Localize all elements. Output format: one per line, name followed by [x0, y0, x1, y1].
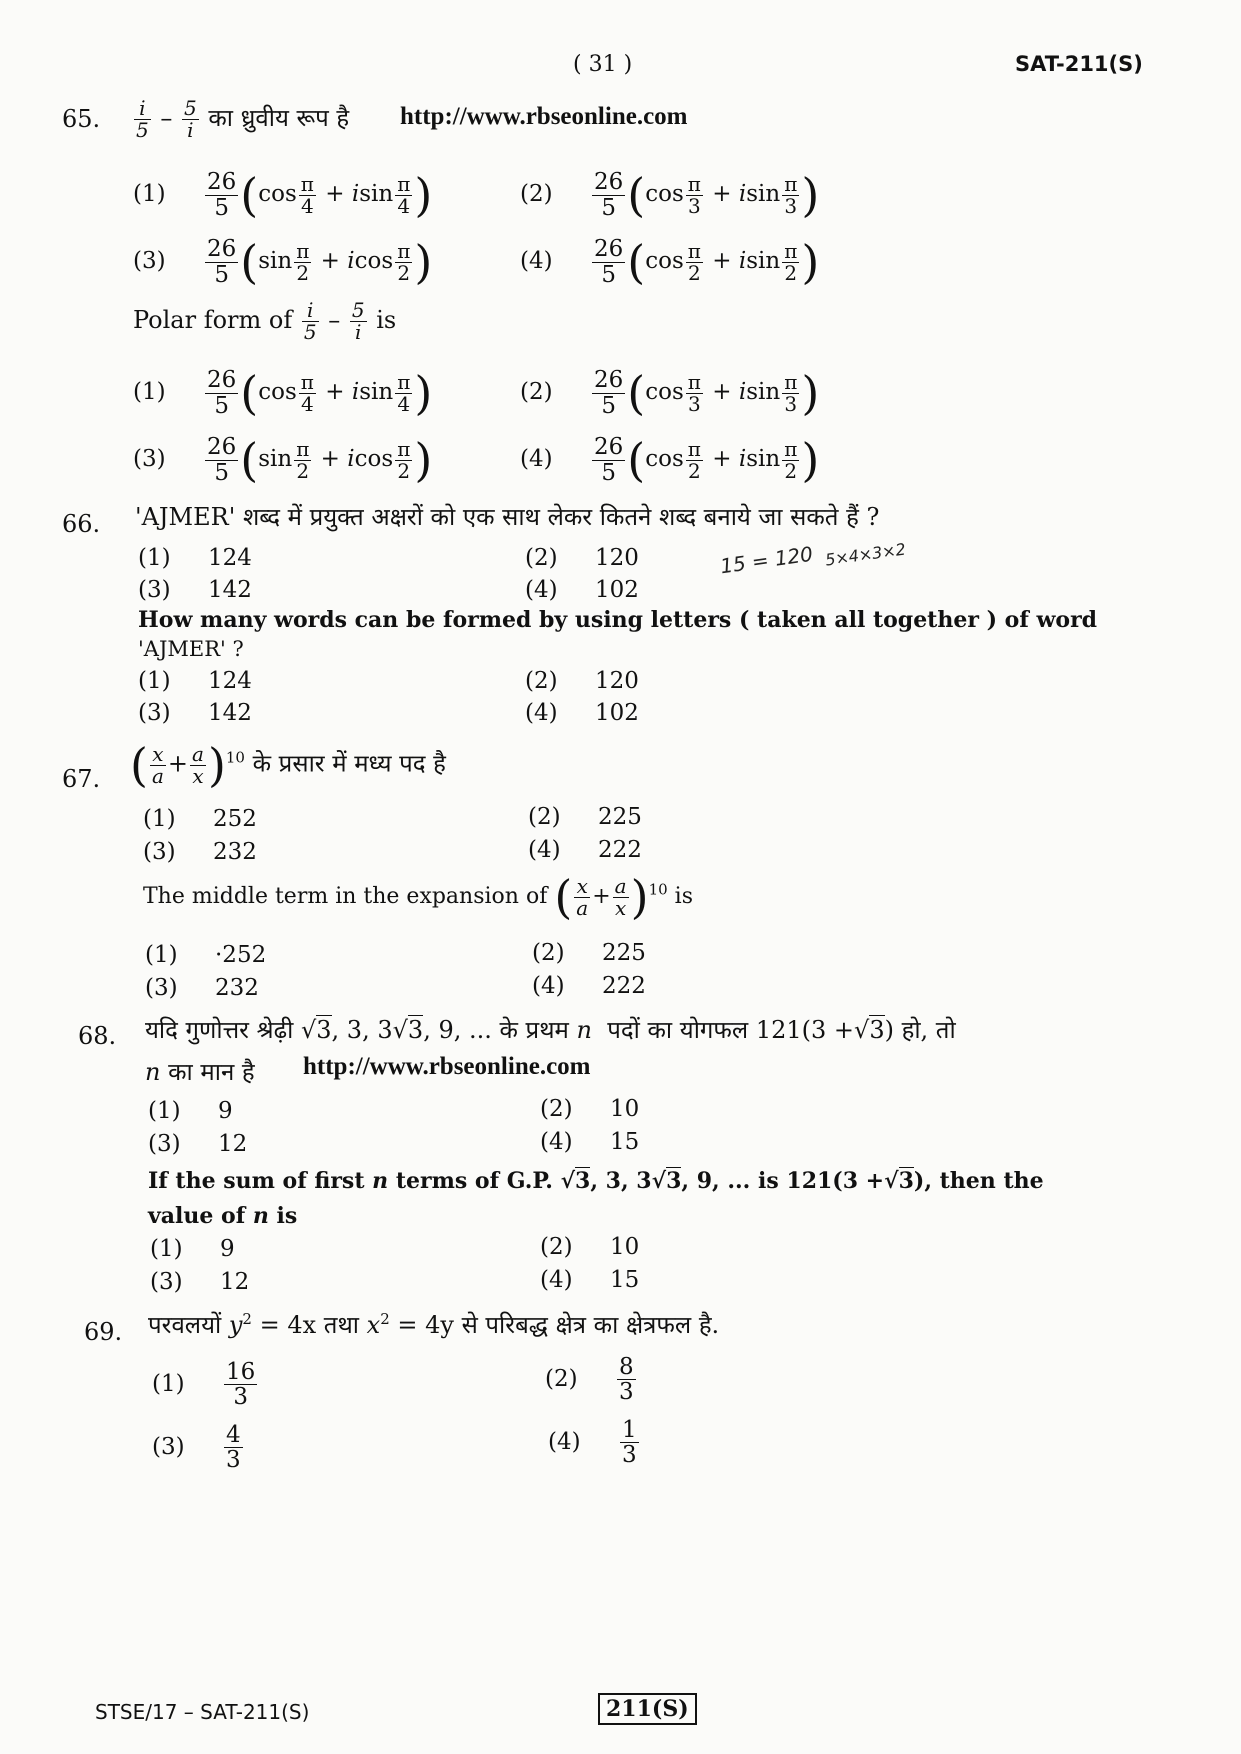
q65-en-opt2: (2) $\frac{26}{5}$ (cos $\frac{\pi}{3}$ + isin $\frac{\pi}{3}$ ) [520, 366, 820, 420]
q65-hi-opt1: (1) $\frac{26}{5}$ (cos $\frac{\pi}{4}$ + isin $\frac{\pi}{4}$ ) [133, 168, 433, 222]
q67-opt3: (3) 232 [143, 839, 257, 865]
q65-english-stem: Polar form of $\frac{i}{5}$ – $\frac{5}{i}$ is [133, 298, 397, 344]
q67-opt4: (4) 222 [528, 837, 642, 863]
q69-opt4: (4) $\frac{1}{3}$ [548, 1417, 637, 1469]
q66-en-opt3: (3) 142 [138, 700, 252, 726]
q66-en-opt4: (4) 102 [525, 700, 639, 726]
q67-opt2: (2) 225 [528, 804, 642, 830]
q67-number: 67. [62, 765, 101, 793]
q68-hindi-stem-1: यदि गुणोत्तर श्रेढ़ी √3, 3, 3√3, 9, ... के प्रथम n पदों का योगफल 121(3 +√3) हो, तो [145, 1016, 956, 1044]
q68-english-stem-1: If the sum of first n terms of G.P. √3, 3, 3√3, 9, ... is 121(3 +√3), then the [148, 1168, 1044, 1194]
url-link[interactable]: http://www.rbseonline.com [400, 103, 688, 130]
q67-english-stem: The middle term in the expansion of ( $\frac{x}{a}$ + $\frac{a}{x}$ )$^{10}$ is [143, 870, 693, 924]
q66-en-opt1: (1) 124 [138, 668, 252, 694]
q67-en-opt3: (3) 232 [145, 975, 259, 1001]
q66-opt1: (1) 124 [138, 545, 252, 571]
q65-hi-opt2: (2) $\frac{26}{5}$ (cos $\frac{\pi}{3}$ + isin $\frac{\pi}{3}$ ) [520, 168, 820, 222]
q66-english-stem-2: 'AJMER' ? [138, 637, 244, 661]
q66-opt3: (3) 142 [138, 577, 252, 603]
q67-en-opt2: (2) 225 [532, 940, 646, 966]
q66-en-opt2: (2) 120 [525, 668, 639, 694]
q65-en-opt4: (4) $\frac{26}{5}$ (cos $\frac{\pi}{2}$ + isin $\frac{\pi}{2}$ ) [520, 433, 820, 487]
paper-code: SAT-211(S) [1015, 52, 1143, 76]
q69-opt2: (2) $\frac{8}{3}$ [545, 1354, 634, 1406]
q66-opt2: (2) 120 [525, 545, 639, 571]
q68-en-opt2: (2) 10 [540, 1234, 640, 1260]
q65-en-opt3: (3) $\frac{26}{5}$ (sin $\frac{\pi}{2}$ + icos $\frac{\pi}{2}$ ) [133, 433, 433, 487]
q65-number: 65. [62, 105, 101, 133]
footer-code: STSE/17 – SAT-211(S) [95, 1700, 310, 1724]
url-link-2[interactable]: http://www.rbseonline.com [303, 1053, 591, 1080]
q68-opt3: (3) 12 [148, 1131, 248, 1157]
q65-hindi-stem: $\frac{i}{5}$ – $\frac{5}{i}$ का ध्रुवीय रूप है [136, 96, 350, 142]
q67-en-opt1: (1) ·252 [145, 942, 267, 968]
q66-english-stem-1: How many words can be formed by using letters ( taken all together ) of word [138, 607, 1098, 633]
q68-hindi-stem-2: n का मान है [145, 1058, 255, 1086]
q67-opt1: (1) 252 [143, 806, 257, 832]
q65-hi-opt3: (3) $\frac{26}{5}$ (sin $\frac{\pi}{2}$ + icos $\frac{\pi}{2}$ ) [133, 235, 433, 289]
q66-number: 66. [62, 510, 101, 538]
q67-en-opt4: (4) 222 [532, 973, 646, 999]
q68-opt1: (1) 9 [148, 1098, 233, 1124]
q65-en-opt1: (1) $\frac{26}{5}$ (cos $\frac{\pi}{4}$ + isin $\frac{\pi}{4}$ ) [133, 366, 433, 420]
page-number: ( 31 ) [573, 52, 633, 77]
q68-en-opt3: (3) 12 [150, 1269, 250, 1295]
q68-en-opt4: (4) 15 [540, 1267, 640, 1293]
q68-opt4: (4) 15 [540, 1129, 640, 1155]
handwritten-note-2: 5×4×3×2 [824, 539, 907, 570]
q69-number: 69. [84, 1318, 123, 1346]
q68-en-opt1: (1) 9 [150, 1236, 235, 1262]
q68-opt2: (2) 10 [540, 1096, 640, 1122]
handwritten-note-1: 15 = 120 [718, 541, 815, 579]
q69-hindi-stem: परवलयों $y^2 = 4x$ तथा $x^2 = 4y$ से परिबद्ध क्षेत्र का क्षेत्रफल है. [148, 1310, 720, 1339]
q69-opt1: (1) $\frac{16}{3}$ [152, 1359, 256, 1411]
footer-page-code: 211(S) [598, 1693, 697, 1725]
q68-number: 68. [78, 1022, 117, 1050]
q65-hi-opt4: (4) $\frac{26}{5}$ (cos $\frac{\pi}{2}$ + isin $\frac{\pi}{2}$ ) [520, 235, 820, 289]
q66-opt4: (4) 102 [525, 577, 639, 603]
q66-hindi-stem: 'AJMER' शब्द में प्रयुक्त अक्षरों को एक साथ लेकर कितने शब्द बनाये जा सकते हैं ? [135, 503, 880, 531]
q69-opt3: (3) $\frac{4}{3}$ [152, 1422, 241, 1474]
q68-english-stem-2: value of n is [148, 1203, 298, 1229]
q67-hindi-stem: ( $\frac{x}{a}$ + $\frac{a}{x}$ )$^{10}$ के प्रसार में मध्य पद है [130, 738, 446, 792]
